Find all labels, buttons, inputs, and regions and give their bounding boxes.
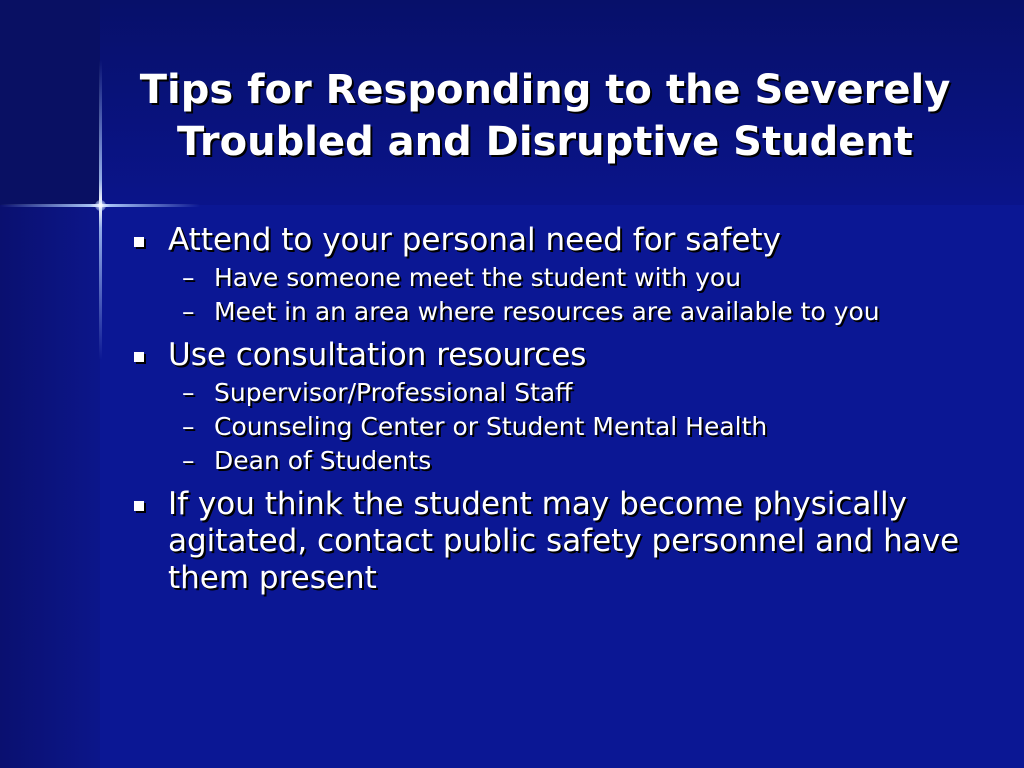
sub-bullet-text: Have someone meet the student with you xyxy=(214,263,742,292)
bullet-text: If you think the student may become physically agitated, contact public safety personnel and have them present xyxy=(168,486,960,596)
sub-bullet-item xyxy=(130,378,970,408)
sub-bullet-text: Supervisor/Professional Staff xyxy=(214,378,573,407)
bullet-text: Attend to your personal need for safety xyxy=(168,222,781,258)
square-bullet-icon xyxy=(134,501,144,511)
sub-bullet-text: Dean of Students xyxy=(214,446,432,475)
light-glint-star xyxy=(95,200,106,211)
square-bullet-icon xyxy=(134,352,144,362)
sub-bullet-item xyxy=(130,412,970,442)
dash-icon: – xyxy=(182,446,195,475)
dash-icon: – xyxy=(182,412,195,441)
bullet-list xyxy=(130,222,970,597)
slide-title: Tips for Responding to the Severely Troubled and Disruptive Student xyxy=(139,67,951,165)
background-corner xyxy=(0,0,100,205)
bullet-text: Use consultation resources xyxy=(168,337,587,373)
sub-bullet-item xyxy=(130,297,970,327)
sub-bullet-item xyxy=(130,446,970,476)
dash-icon: – xyxy=(182,297,195,326)
sub-bullet-item xyxy=(130,263,970,293)
dash-icon: – xyxy=(182,263,195,292)
bullet-item xyxy=(130,337,970,374)
dash-icon: – xyxy=(182,378,195,407)
square-bullet-icon xyxy=(134,237,144,247)
bullet-item xyxy=(130,222,970,259)
sub-bullet-text: Counseling Center or Student Mental Health xyxy=(214,412,768,441)
sub-bullet-text: Meet in an area where resources are available to you xyxy=(214,297,880,326)
bullet-item xyxy=(130,486,970,597)
